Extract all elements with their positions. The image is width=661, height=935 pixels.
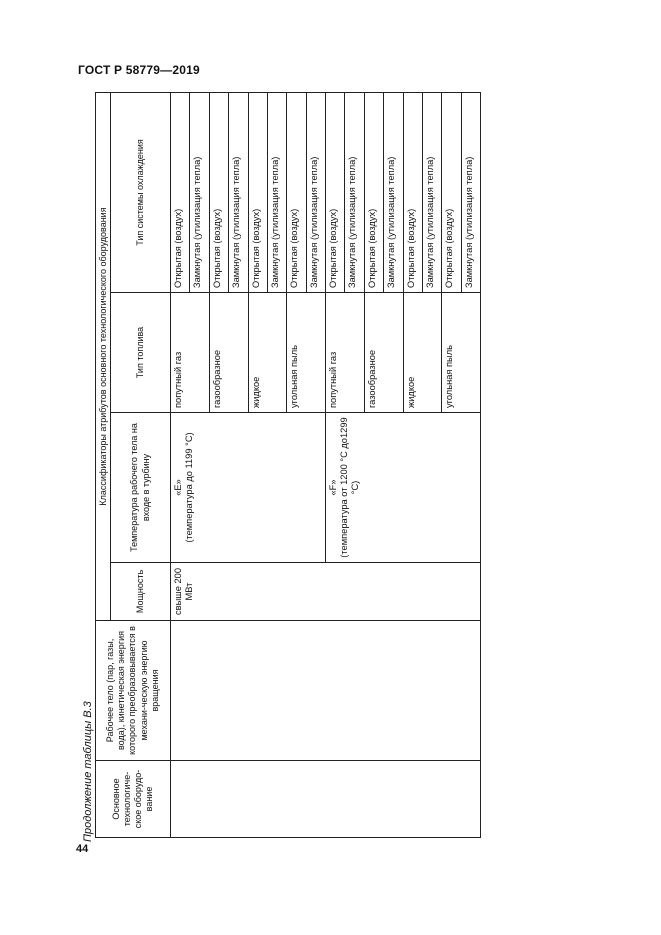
- temperature-e-cell: [171, 413, 326, 563]
- temperature-f-cell: [326, 413, 481, 563]
- cooling-cell: Открытая (воздух): [248, 92, 267, 292]
- cooling-cell: Замкнутая (утилизация тепла): [267, 92, 286, 292]
- fuel-cell: угольная пыль: [442, 293, 481, 413]
- cooling-cell: Открытая (воздух): [287, 92, 306, 292]
- temperature-f-label: «F»: [328, 479, 338, 496]
- cooling-cell: Замкнутая (утилизация тепла): [384, 92, 403, 292]
- fuel-cell: попутный газ: [171, 293, 210, 413]
- header-power: Мощность: [111, 563, 171, 621]
- rotated-table-container: [95, 93, 481, 838]
- cooling-cell: Открытая (воздух): [364, 92, 383, 292]
- header-equipment: Основное технологиче-ское оборудо-вание: [96, 761, 171, 838]
- header-cooling: Тип системы охлаждения: [111, 92, 171, 292]
- temperature-f-range: (температура от 1200 °С до1299 °С): [339, 417, 361, 558]
- fuel-cell: газообразное: [209, 293, 248, 413]
- fuel-cell: жидкое: [403, 293, 442, 413]
- temperature-e-label: «Е»: [173, 479, 183, 496]
- table-caption: Продолжение таблицы В.3: [82, 701, 94, 842]
- cooling-cell: Замкнутая (утилизация тепла): [461, 92, 480, 292]
- cooling-cell: Замкнутая (утилизация тепла): [345, 92, 364, 292]
- cooling-cell: Открытая (воздух): [171, 92, 190, 292]
- cooling-cell: Открытая (воздух): [403, 92, 422, 292]
- equipment-cell: [171, 761, 481, 838]
- cooling-cell: Замкнутая (утилизация тепла): [422, 92, 441, 292]
- page-number: 44: [76, 843, 89, 855]
- cooling-cell: Замкнутая (утилизация тепла): [229, 92, 248, 292]
- cooling-cell: Открытая (воздух): [209, 92, 228, 292]
- fuel-cell: газообразное: [364, 293, 403, 413]
- cooling-cell: Замкнутая (утилизация тепла): [306, 92, 325, 292]
- fuel-cell: жидкое: [248, 293, 287, 413]
- fuel-cell: попутный газ: [326, 293, 365, 413]
- document-standard-header: ГОСТ Р 58779—2019: [78, 63, 200, 77]
- header-fuel: Тип топлива: [111, 293, 171, 413]
- cooling-cell: Замкнутая (утилизация тепла): [190, 92, 209, 292]
- power-cell: свыше 200 МВт: [171, 563, 481, 621]
- header-temperature: Температура рабочего тела на входе в турбину: [111, 413, 171, 563]
- classification-table: [95, 92, 481, 838]
- working-fluid-cell: [171, 621, 481, 761]
- cooling-cell: Открытая (воздух): [442, 92, 461, 292]
- header-classifiers-group: Классификаторы атрибутов основного технологического оборудования: [96, 92, 111, 620]
- cooling-cell: Открытая (воздух): [326, 92, 345, 292]
- fuel-cell: угольная пыль: [287, 293, 326, 413]
- header-working-fluid: Рабочее тело (пар, газы, вода), кинетическая энергия которого преобразовывается в механи-ческую энергию вращения: [96, 621, 171, 761]
- temperature-e-range: (температура до 1199 °С): [184, 432, 195, 543]
